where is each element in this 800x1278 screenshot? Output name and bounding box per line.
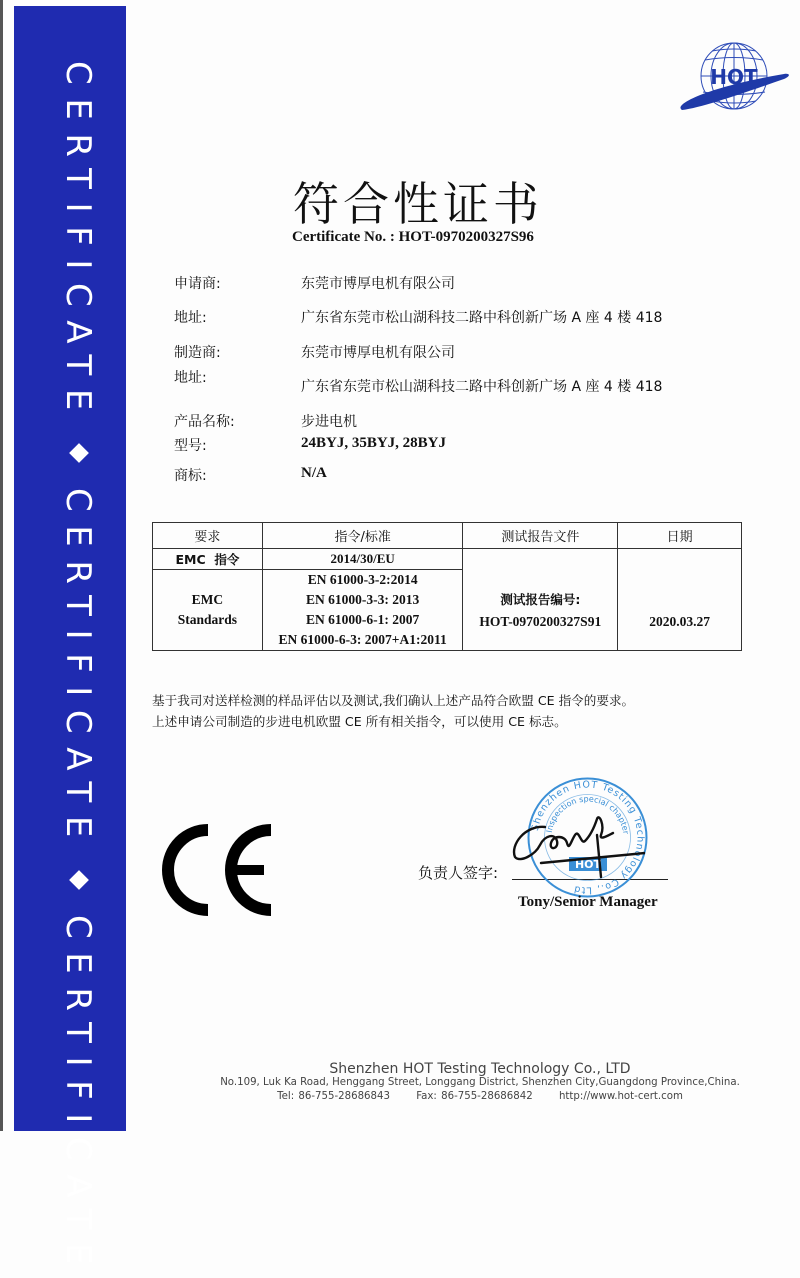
table-row <box>153 549 742 570</box>
info-value: N/A <box>301 465 327 481</box>
band-word: CERTIFICATE <box>58 61 98 424</box>
standard-item: EN 61000-6-1: 2007 <box>306 612 420 627</box>
cell-requirement: EMC 指令 <box>153 549 263 570</box>
cell-date <box>618 549 742 651</box>
info-value: 广东省东莞市松山湖科技二路中科创新广场 A 座 4 楼 418 <box>301 310 663 326</box>
ce-mark-icon <box>158 824 276 916</box>
cell-standards <box>262 570 463 651</box>
standard-item: EN 61000-3-3: 2013 <box>306 592 420 607</box>
info-label: 型号: <box>174 438 207 454</box>
footer-website-link[interactable]: http://www.hot-cert.com <box>558 1091 683 1102</box>
band-word: CERTIFICATE <box>58 487 98 851</box>
svg-text:Shenzhen HOT Testing Technolog: Shenzhen HOT Testing Technology Co., Ltd <box>529 779 646 896</box>
info-value: 东莞市博厚电机有限公司 <box>301 276 455 292</box>
report-number: HOT-0970200327S91 <box>479 613 602 629</box>
footer-company: Shenzhen HOT Testing Technology Co., LTD <box>329 1061 631 1077</box>
compliance-table <box>152 522 742 651</box>
hot-logo <box>672 38 792 118</box>
requirement-line: Standards <box>177 612 238 627</box>
info-label: 地址: <box>174 370 207 386</box>
info-value: 广东省东莞市松山湖科技二路中科创新广场 A 座 4 楼 418 <box>301 379 663 395</box>
report-label: 测试报告编号: <box>500 591 581 607</box>
page-title: 符合性证书 <box>293 177 543 231</box>
header-report: 测试报告文件 <box>463 523 618 549</box>
certificate-number: Certificate No. : HOT-0970200327S96 <box>292 229 534 245</box>
footer-fax: Fax: 86-755-28686842 <box>416 1091 533 1102</box>
standard-item: EN 61000-6-3: 2007+A1:2011 <box>278 632 447 647</box>
svg-text:HOT: HOT <box>710 65 758 89</box>
header-requirement: 要求 <box>153 523 263 549</box>
statement-line: 上述申请公司制造的步进电机欧盟 CE 所有相关指令，可以使用 CE 标志。 <box>152 714 567 729</box>
requirement-line: EMC <box>191 592 224 607</box>
info-value: 24BYJ, 35BYJ, 28BYJ <box>301 435 447 451</box>
svg-text:Inspection special chapter: Inspection special chapter <box>544 794 631 835</box>
svg-text:HOT: HOT <box>574 858 602 871</box>
signature-label: 负责人签字: <box>418 864 499 882</box>
header-directive: 指令/标准 <box>262 523 463 549</box>
cell-directive: 2014/30/EU <box>262 549 463 570</box>
footer-tel: Tel: 86-755-28686843 <box>277 1091 390 1102</box>
footer-contacts <box>180 1091 780 1102</box>
diamond-icon <box>70 443 90 463</box>
diamond-icon <box>70 870 90 890</box>
footer-address: No.109, Luk Ka Road, Henggang Street, Longgang District, Shenzhen City,Guangdong Province,China. <box>220 1077 740 1088</box>
info-value: 步进电机 <box>301 414 357 430</box>
standard-item: EN 61000-3-2:2014 <box>307 572 418 587</box>
info-label: 地址: <box>174 310 207 326</box>
signer-name-title: Tony/Senior Manager <box>518 894 658 910</box>
info-label: 商标: <box>174 468 207 484</box>
side-band-text <box>58 61 98 1278</box>
info-label: 制造商: <box>174 345 221 361</box>
handwritten-signature-icon <box>505 805 645 885</box>
info-label: 产品名称: <box>174 414 235 430</box>
header-date: 日期 <box>618 523 742 549</box>
globe-orbit-logo-icon <box>672 38 792 118</box>
statement-line: 基于我司对送样检测的样品评估以及测试,我们确认上述产品符合欧盟 CE 指令的要求。 <box>152 693 635 708</box>
table-header-row <box>153 523 742 549</box>
band-word: CERTIFICATE <box>58 914 98 1278</box>
cell-requirement <box>153 570 263 651</box>
info-label: 申请商: <box>174 276 221 292</box>
date-value: 2020.03.27 <box>649 613 710 629</box>
cell-report <box>463 549 618 651</box>
info-value: 东莞市博厚电机有限公司 <box>301 345 455 361</box>
